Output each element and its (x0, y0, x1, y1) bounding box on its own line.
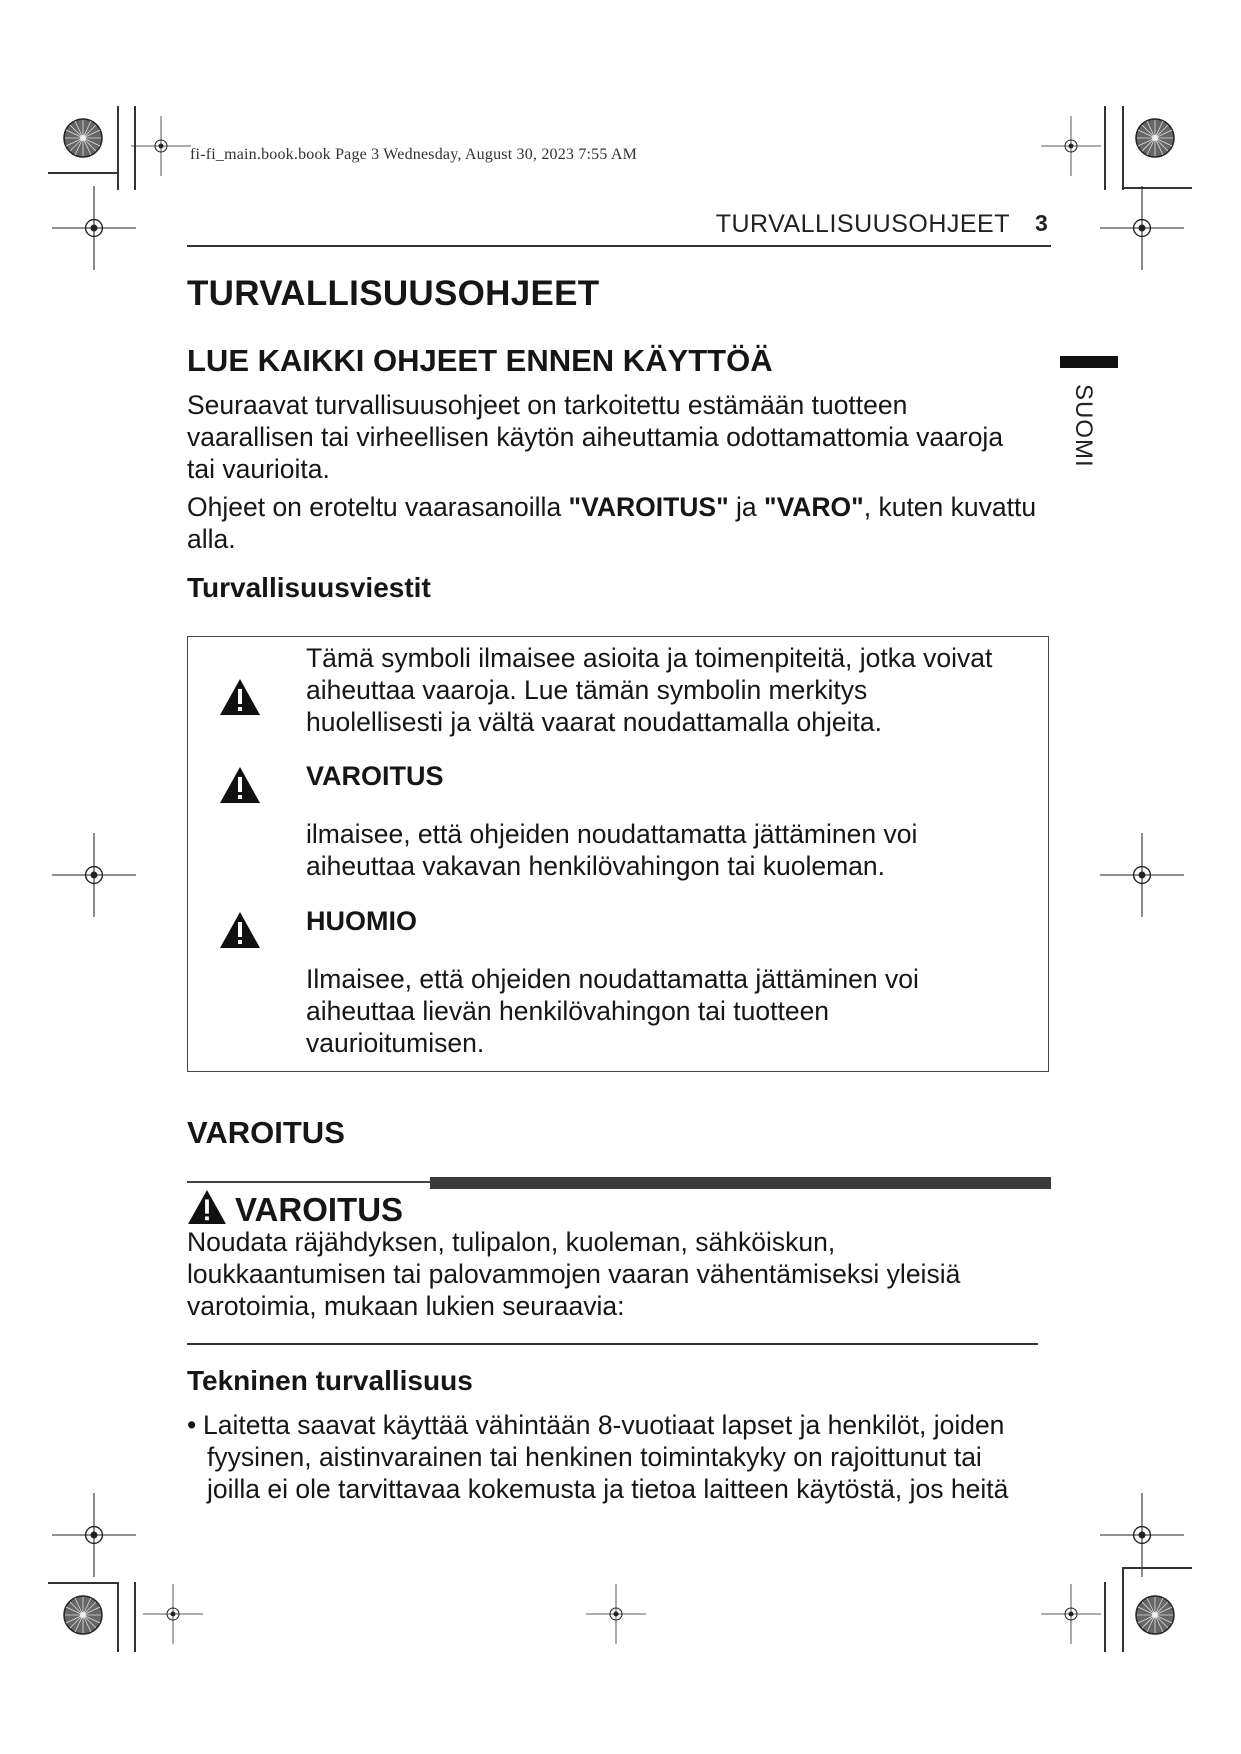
warning-block-line: Noudata räjähdyksen, tulipalon, kuoleman, sähköiskun, (187, 1227, 836, 1257)
safety-messages-heading: Turvallisuusviestit (187, 572, 431, 603)
warning-block-line: loukkaantumisen tai palovammojen vaaran vähentämiseksi yleisiä (187, 1259, 961, 1289)
crop-line (1122, 1567, 1124, 1652)
signal-words-line-2: alla. (187, 524, 236, 554)
warning-description-line: ilmaisee, että ohjeiden noudattamatta jättäminen voi (306, 819, 918, 849)
caution-description-line: vaurioitumisen. (306, 1028, 485, 1058)
caution-label: HUOMIO (306, 906, 417, 936)
slug-line: fi-fi_main.book.book Page 3 Wednesday, August 30, 2023 7:55 AM (190, 146, 638, 163)
warning-triangle-icon (219, 911, 261, 949)
bullet-line: Laitetta saavat käyttää vähintään 8-vuotiaat lapset ja henkilöt, joiden (203, 1410, 1005, 1440)
running-header-title: TURVALLISUUSOHJEET (715, 210, 1010, 238)
warning-block-line: varotoimia, mukaan lukien seuraavia: (187, 1291, 625, 1321)
symbol-description-line: huolellisesti ja vältä vaarat noudattamalla ohjeita. (306, 707, 882, 737)
technical-safety-heading: Tekninen turvallisuus (187, 1365, 473, 1396)
registration-mark-icon (1100, 820, 1184, 930)
warning-description-line: aiheuttaa vakavan henkilövahingon tai kuoleman. (306, 851, 885, 881)
intro-line: tai vaurioita. (187, 454, 330, 484)
caution-description-line: Ilmaisee, että ohjeiden noudattamatta jättäminen voi (306, 964, 919, 994)
registration-mark-icon (52, 820, 136, 930)
warning-triangle-icon (219, 766, 261, 804)
intro-line: vaarallisen tai virheellisen käytön aiheuttamia odottamattomia vaaroja (187, 422, 1004, 452)
printer-star-icon (63, 1595, 103, 1635)
printer-star-icon (1135, 118, 1175, 158)
caution-description-line: aiheuttaa lievän henkilövahingon tai tuotteen (306, 996, 830, 1026)
header-rule (187, 245, 1051, 247)
signal-words-suffix: , kuten kuvattu (863, 492, 1037, 522)
crop-line (117, 1582, 119, 1652)
crop-line (117, 106, 119, 190)
registration-mark-icon (52, 1485, 136, 1585)
crop-line (1104, 1582, 1106, 1652)
read-instructions-heading: LUE KAIKKI OHJEET ENNEN KÄYTTÖÄ (187, 343, 773, 378)
page-number: 3 (1035, 210, 1048, 236)
signal-word-warning: "VAROITUS" (568, 492, 729, 522)
signal-word-caution: "VARO" (764, 492, 864, 522)
crop-line (1122, 106, 1124, 190)
registration-mark-icon (560, 1584, 672, 1644)
crop-line (48, 172, 118, 174)
warning-block-header (187, 1189, 403, 1229)
symbol-description-line: aiheuttaa vaaroja. Lue tämän symbolin merkitys (306, 675, 868, 705)
registration-mark-icon (131, 116, 191, 176)
warning-section-heading: VAROITUS (187, 1115, 345, 1150)
warning-label: VAROITUS (306, 761, 444, 791)
warning-triangle-icon (219, 678, 261, 716)
intro-line: Seuraavat turvallisuusohjeet on tarkoitettu estämään tuotteen (187, 390, 908, 420)
warning-block-label: VAROITUS (235, 1191, 404, 1228)
registration-mark-icon (1023, 116, 1119, 176)
registration-mark-icon (1100, 186, 1184, 270)
warning-block-rule-thin (187, 1181, 430, 1183)
warning-triangle-icon (187, 1189, 227, 1225)
page-title: TURVALLISUUSOHJEET (187, 274, 600, 313)
signal-words-line (187, 491, 1036, 523)
language-tab-marker (1060, 356, 1118, 368)
bullet-line: joilla ei ole tarvittavaa kokemusta ja tietoa laitteen käytöstä, jos heitä (207, 1474, 1009, 1504)
crop-line (48, 1582, 118, 1584)
printer-star-icon (1135, 1595, 1175, 1635)
bullet-line: fyysinen, aistinvarainen tai henkinen toimintakyky on rajoittunut tai (207, 1442, 982, 1472)
signal-words-prefix: Ohjeet on eroteltu vaarasanoilla (187, 492, 569, 522)
printer-star-icon (63, 118, 103, 158)
language-tab-label: SUOMI (1070, 384, 1097, 468)
crop-line (1122, 1567, 1192, 1569)
warning-block-rule-thick (430, 1177, 1051, 1189)
warning-block-end-rule (187, 1343, 1038, 1345)
signal-words-mid: ja (728, 492, 764, 522)
symbol-description-line: Tämä symboli ilmaisee asioita ja toimenpiteitä, jotka voivat (306, 643, 993, 673)
registration-mark-icon (1100, 1485, 1184, 1585)
registration-mark-icon (131, 1584, 215, 1644)
bullet-marker: • (187, 1410, 197, 1440)
